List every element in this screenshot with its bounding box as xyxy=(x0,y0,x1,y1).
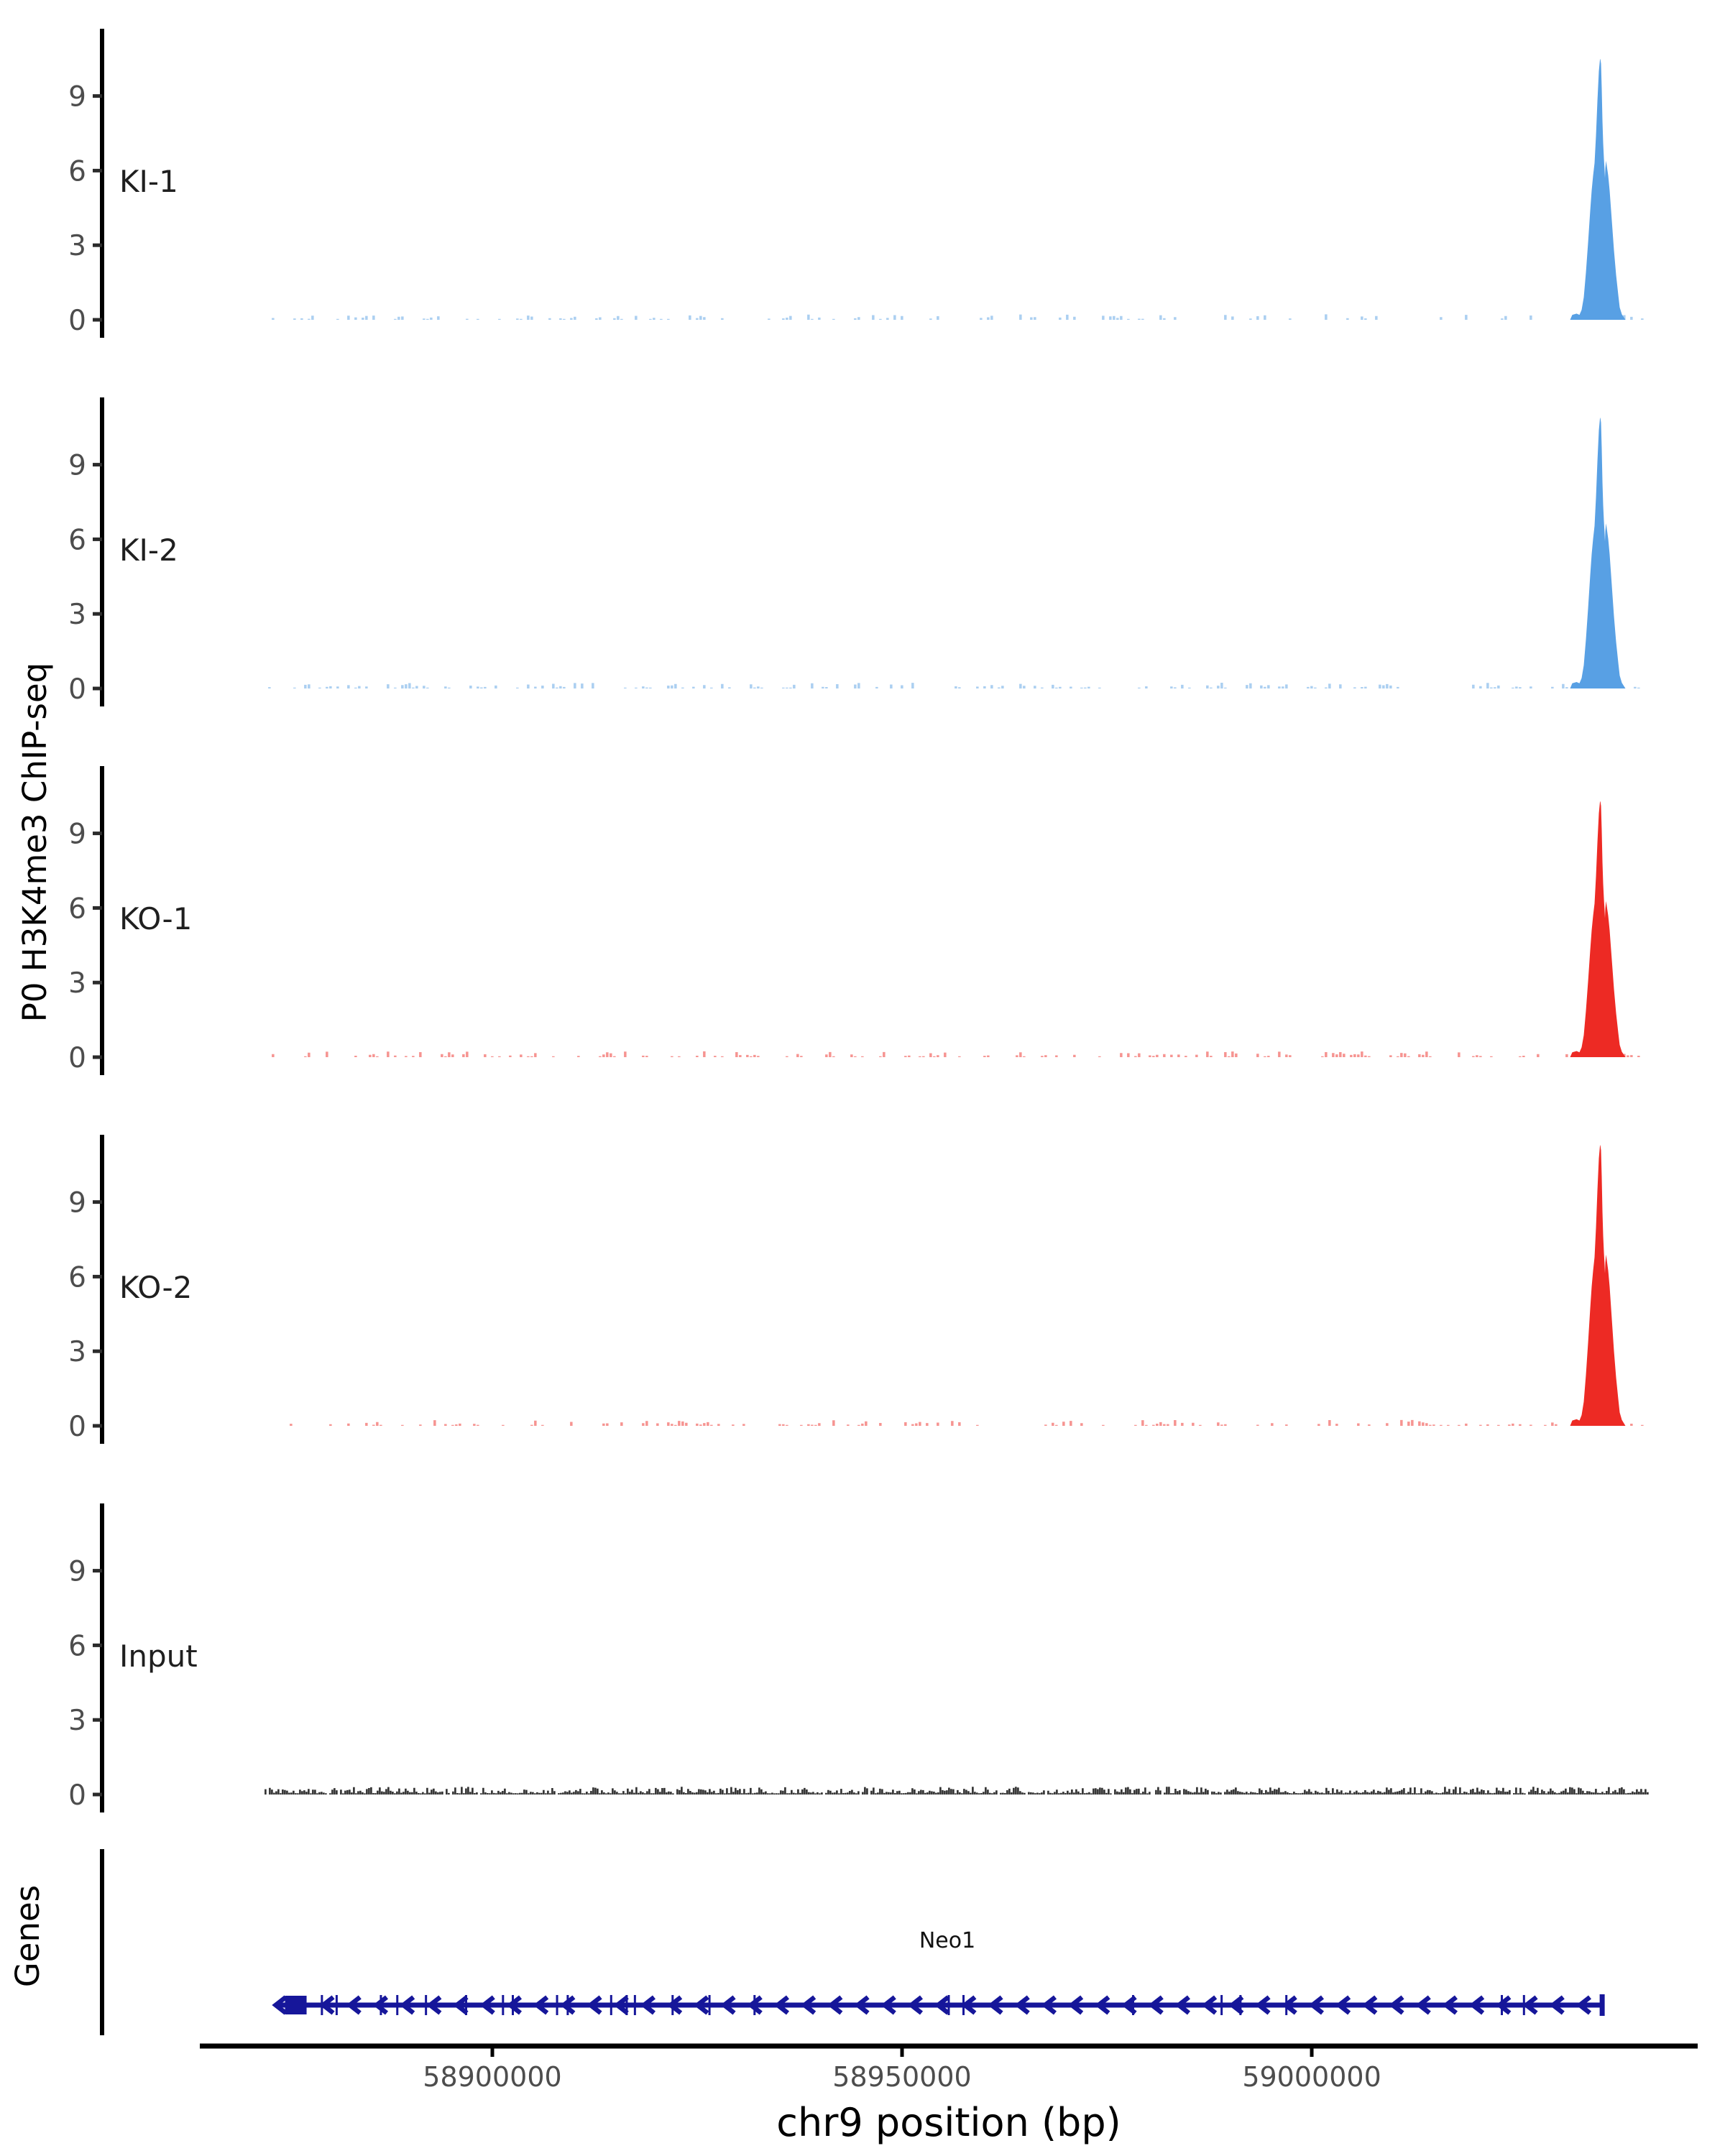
y-tick-label: 0 xyxy=(68,1411,86,1443)
noise-path xyxy=(290,1420,1644,1426)
track-label: KI-1 xyxy=(119,164,178,199)
track-Input xyxy=(68,1503,1649,1812)
y-tick-label: 6 xyxy=(68,893,86,926)
x-tick-label: 58900000 xyxy=(423,2061,562,2093)
track-KI-2 xyxy=(68,397,1639,706)
track-label: Input xyxy=(119,1639,198,1674)
gene-name-label: Neo1 xyxy=(919,1928,976,1953)
x-axis-title: chr9 position (bp) xyxy=(776,2100,1121,2145)
y-tick-label: 6 xyxy=(68,155,86,188)
peak-path xyxy=(1570,59,1626,320)
noise-path xyxy=(264,1787,1649,1795)
x-tick-label: 59000000 xyxy=(1242,2061,1381,2093)
track-label: KO-1 xyxy=(119,901,193,936)
y-tick-label: 6 xyxy=(68,1261,86,1294)
noise-path xyxy=(272,1051,1640,1057)
y-tick-label: 6 xyxy=(68,524,86,557)
y-axis-label: P0 H3K4me3 ChIP-seq xyxy=(16,662,54,1023)
gene-track xyxy=(102,1849,1605,2035)
y-tick-label: 9 xyxy=(68,818,86,851)
y-tick-label: 9 xyxy=(68,1187,86,1220)
y-tick-label: 9 xyxy=(68,1555,86,1588)
signal-tracks xyxy=(68,29,1649,1812)
y-tick-label: 6 xyxy=(68,1630,86,1663)
track-KO-1 xyxy=(68,766,1639,1075)
track-KO-2 xyxy=(68,1135,1643,1444)
y-tick-label: 9 xyxy=(68,80,86,114)
y-tick-label: 3 xyxy=(68,599,86,632)
noise-path xyxy=(272,314,1644,320)
noise-path xyxy=(268,683,1640,688)
y-tick-label: 0 xyxy=(68,305,86,337)
y-tick-label: 9 xyxy=(68,449,86,482)
gene-end-bar xyxy=(1600,1994,1605,2016)
y-tick-label: 0 xyxy=(68,1779,86,1812)
y-tick-label: 0 xyxy=(68,1042,86,1074)
x-axis xyxy=(200,2046,1698,2093)
gene-start-box xyxy=(285,1996,307,2014)
track-KI-1 xyxy=(68,29,1643,338)
y-tick-label: 3 xyxy=(68,1336,86,1369)
y-tick-label: 3 xyxy=(68,967,86,1000)
peak-path xyxy=(1570,418,1626,688)
genes-axis-label: Genes xyxy=(9,1884,47,1988)
y-tick-label: 3 xyxy=(68,230,86,263)
x-tick-label: 58950000 xyxy=(832,2061,972,2093)
y-tick-label: 3 xyxy=(68,1705,86,1738)
y-tick-label: 0 xyxy=(68,673,86,706)
peak-path xyxy=(1570,801,1626,1057)
peak-path xyxy=(1570,1145,1626,1426)
track-label: KO-2 xyxy=(119,1270,193,1305)
track-label: KI-2 xyxy=(119,533,178,568)
